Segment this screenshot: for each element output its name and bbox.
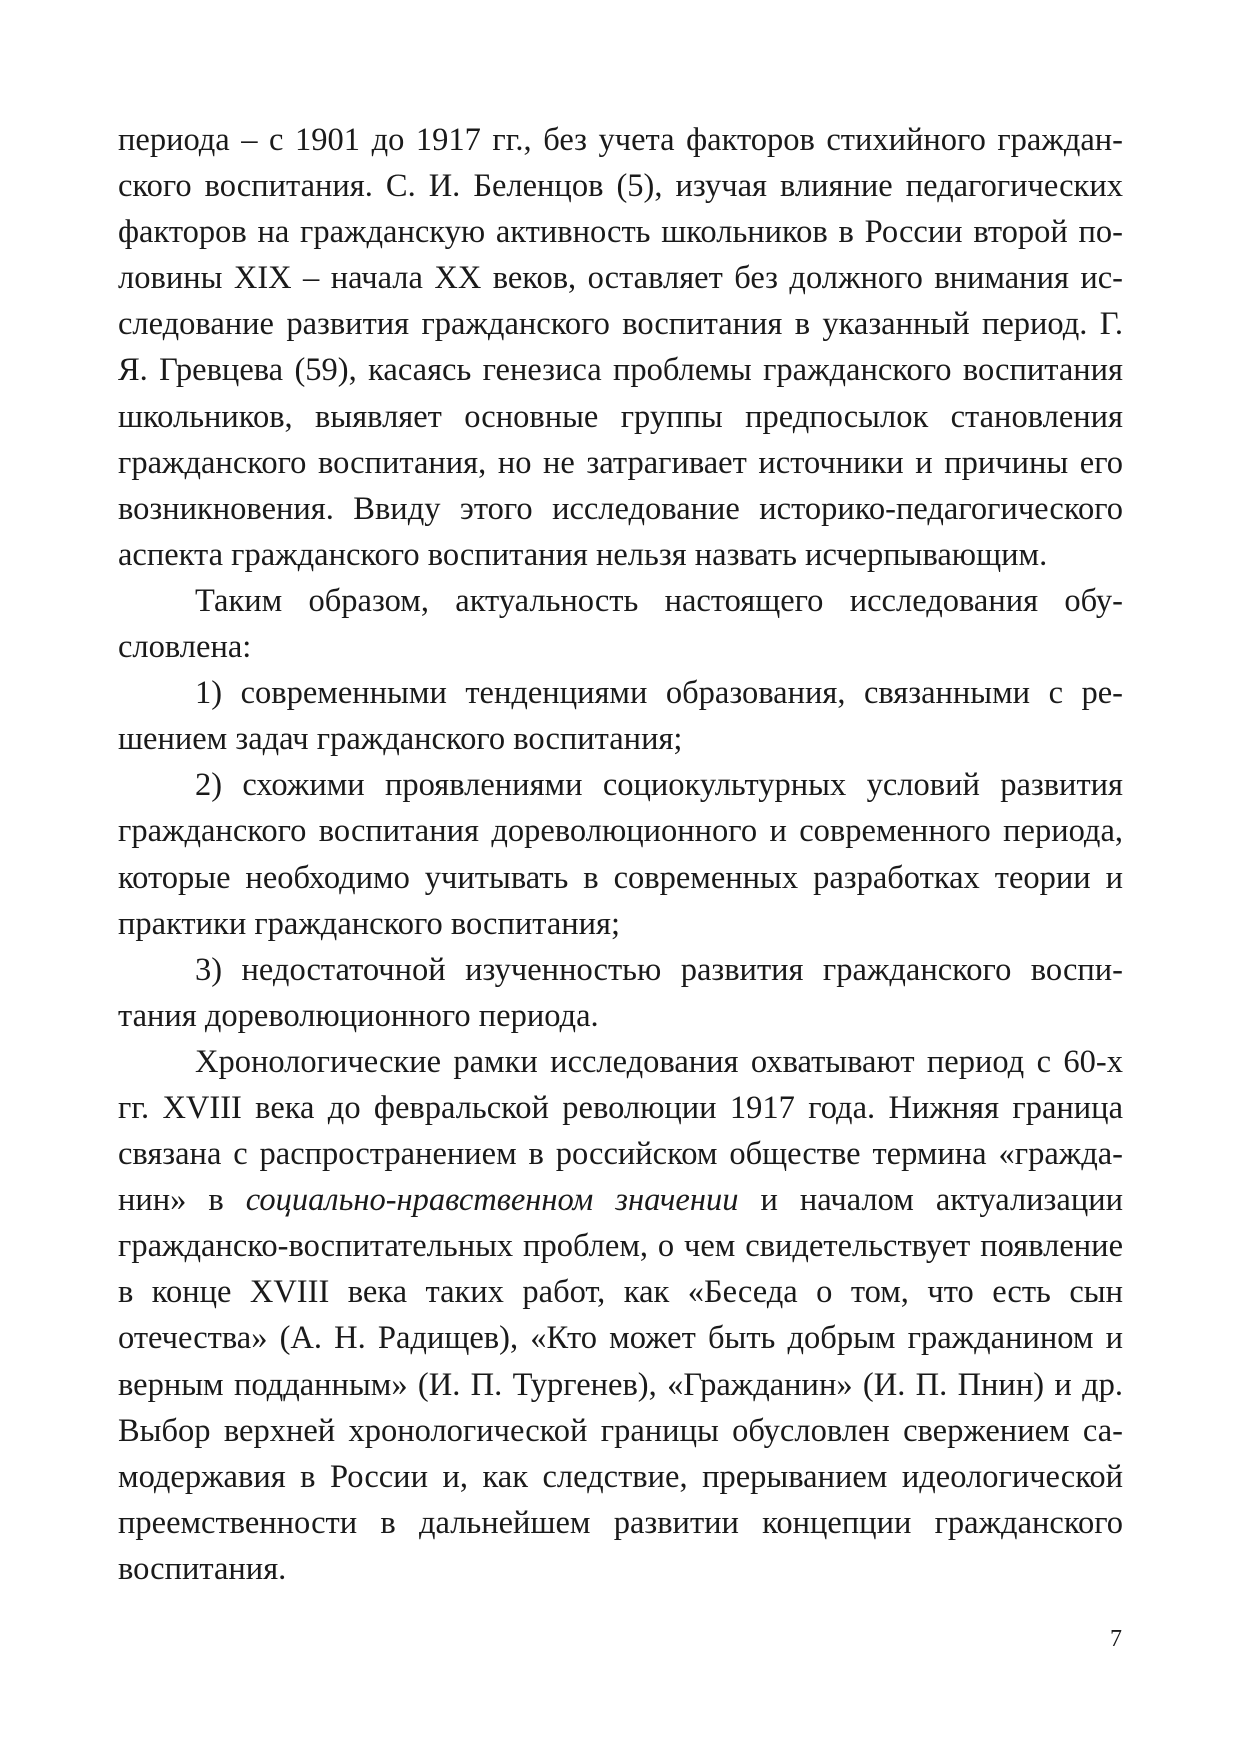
paragraph-chronology [118,1039,1123,1592]
page-body [118,117,1123,1592]
paragraph-2-text: Таким образом, актуальность настоящего исследования обусловлена: [118,582,1123,666]
list-item-2-text: 2) схожими проявлениями социокультурных условий развития гражданского воспитания дореволюционного и современного периода, которые необходимо учитывать в современных разработках теории и практики гражданского воспитания; [118,767,1123,942]
list-item-1 [118,670,1123,762]
paragraph-1-text: периода – с 1901 до 1917 гг., без учета факторов стихийного гражданского воспитания. С. И. Беленцов (5), изучая влияние педагогических факторов на гражданскую активность школьников в России второй половины XIX – начала XX веков, оставляет без должного внимания исследование развития гражданского воспитания в указанный период. Г. Я. Гревцева (59), касаясь генезиса проблемы гражданского воспитания школьников, выявляет основные группы предпосылок становления гражданского воспитания, но не затрагивает источники и причины его возникновения. Ввиду этого исследование историко-педагогического аспекта гражданского воспитания нельзя назвать исчерпывающим. [118,122,1123,573]
list-item-3-text: 3) недостаточной изученностью развития гражданского воспитания дореволюционного периода. [118,951,1123,1034]
list-item-3 [118,947,1123,1039]
page-number: 7 [1110,1626,1122,1652]
paragraph-chronology-emphasis: социально-нравственном значении [245,1182,739,1219]
paragraph-chronology-text-a: Хронологические рамки исследования охватывают период с 60-х гг. XVIII века до февральской революции 1917 года. Нижняя граница связана с распространением в российском обществе термина «гражданин» в [118,1043,1123,1219]
list-item-1-text: 1) современными тенденциями образования, связанными с решением задач гражданского воспитания; [118,675,1123,758]
paragraph-2 [118,578,1123,670]
paragraph-chronology-text-b: и началом актуализации гражданско-воспитательных проблем, о чем свидетельствует появление в конце XVIII века таких работ, как «Беседа о том, что есть сын отечества» (А. Н. Радищев), «Кто может быть добрым гражданином и верным подданным» (И. П. Тургенев), «Гражданин» (И. П. Пнин) и др. Выбор верхней хронологической границы обусловлен свержением самодержавия в России и, как следствие, прерыванием идеологической преемственности в дальнейшем развитии концепции гражданского воспитания. [118,1182,1123,1587]
paragraph-1 [118,117,1123,578]
list-item-2 [118,762,1123,946]
